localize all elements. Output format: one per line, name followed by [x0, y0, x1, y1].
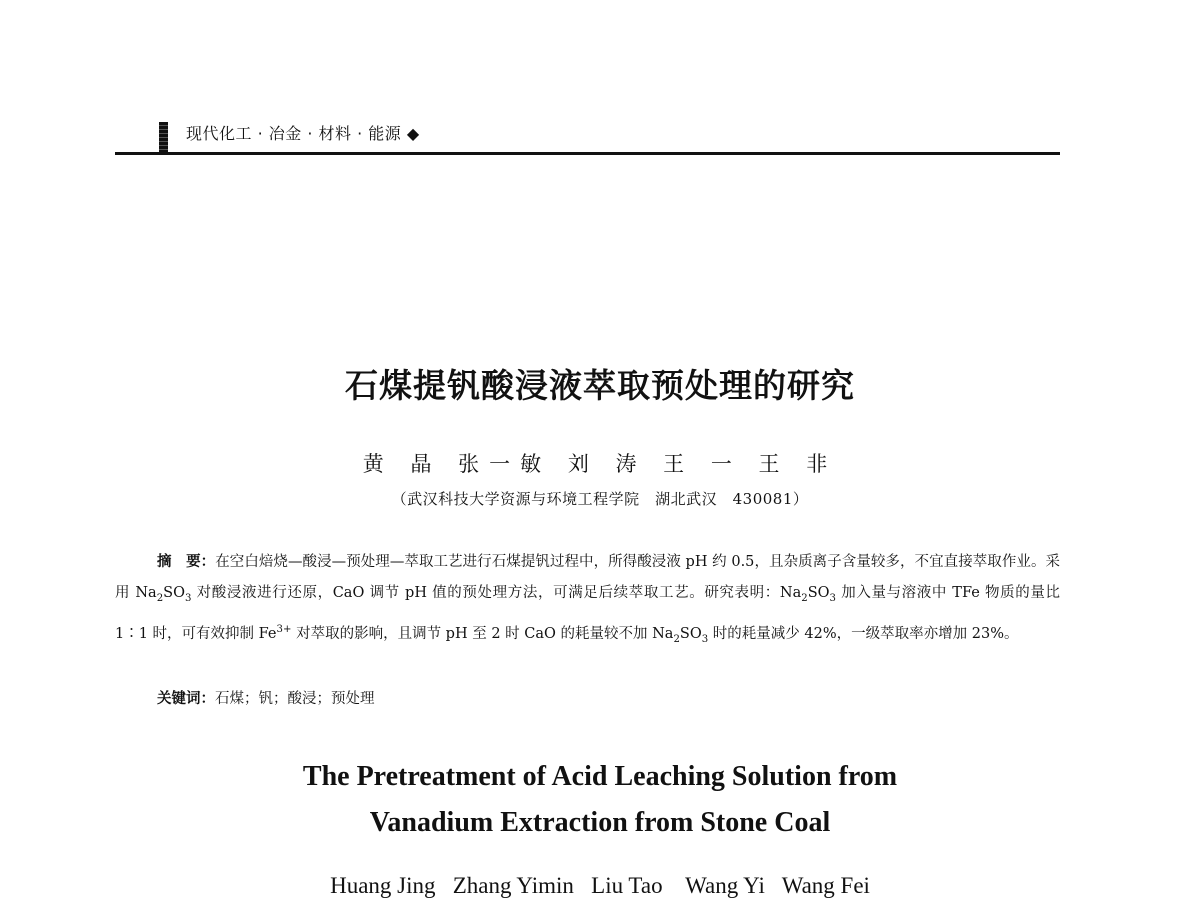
paper-title-chinese: 石煤提钒酸浸液萃取预处理的研究 — [345, 366, 855, 405]
abstract-chinese — [115, 546, 1060, 655]
paper-title-english — [0, 754, 1200, 846]
title-en-line-2: Vanadium Extraction from Stone Coal — [369, 807, 831, 838]
abstract-label: 摘 要： — [157, 553, 216, 570]
header-rule — [115, 152, 1060, 155]
title-en-line-1: The Pretreatment of Acid Leaching Solution from — [302, 761, 898, 792]
keywords-text: 石煤；钒；酸浸；预处理 — [215, 691, 375, 707]
authors-english: Huang Jing Zhang Yimin Liu Tao Wang Yi Wang Fei — [330, 873, 870, 898]
authors-chinese: 黄 晶 张一敏 刘 涛 王 一 王 非 — [362, 452, 838, 476]
keywords-label: 关键词： — [157, 690, 215, 707]
affiliation-chinese: （武汉科技大学资源与环境工程学院 湖北武汉 430081） — [391, 490, 809, 508]
keywords-chinese — [157, 687, 375, 708]
journal-section-title: 现代化工 · 冶金 · 材料 · 能源 ◆ — [186, 124, 420, 143]
header-bar-decoration — [159, 122, 168, 152]
journal-header — [115, 118, 1060, 156]
abstract-text: 在空白焙烧—酸浸—预处理—萃取工艺进行石煤提钒过程中，所得酸浸液 pH 约 0.5，且杂质离子含量较多，不宜直接萃取作业。采用 $Na_2SO_3$ 对酸浸液进行还原，CaO 调节 pH 值的预处理方法，可满足后续萃取工艺。研究表明：$Na_2SO_3$ 加入量与溶液中 TFe 物质的量比 1∶1 时，可有效抑制 $Fe^{3+}$ 对萃取的影响，且调节 pH 至 2 时 CaO 的耗量较不加 $Na_2SO_3$ 时的耗量减少 42%，一级萃取率亦增加 23%。 — [115, 554, 1061, 645]
